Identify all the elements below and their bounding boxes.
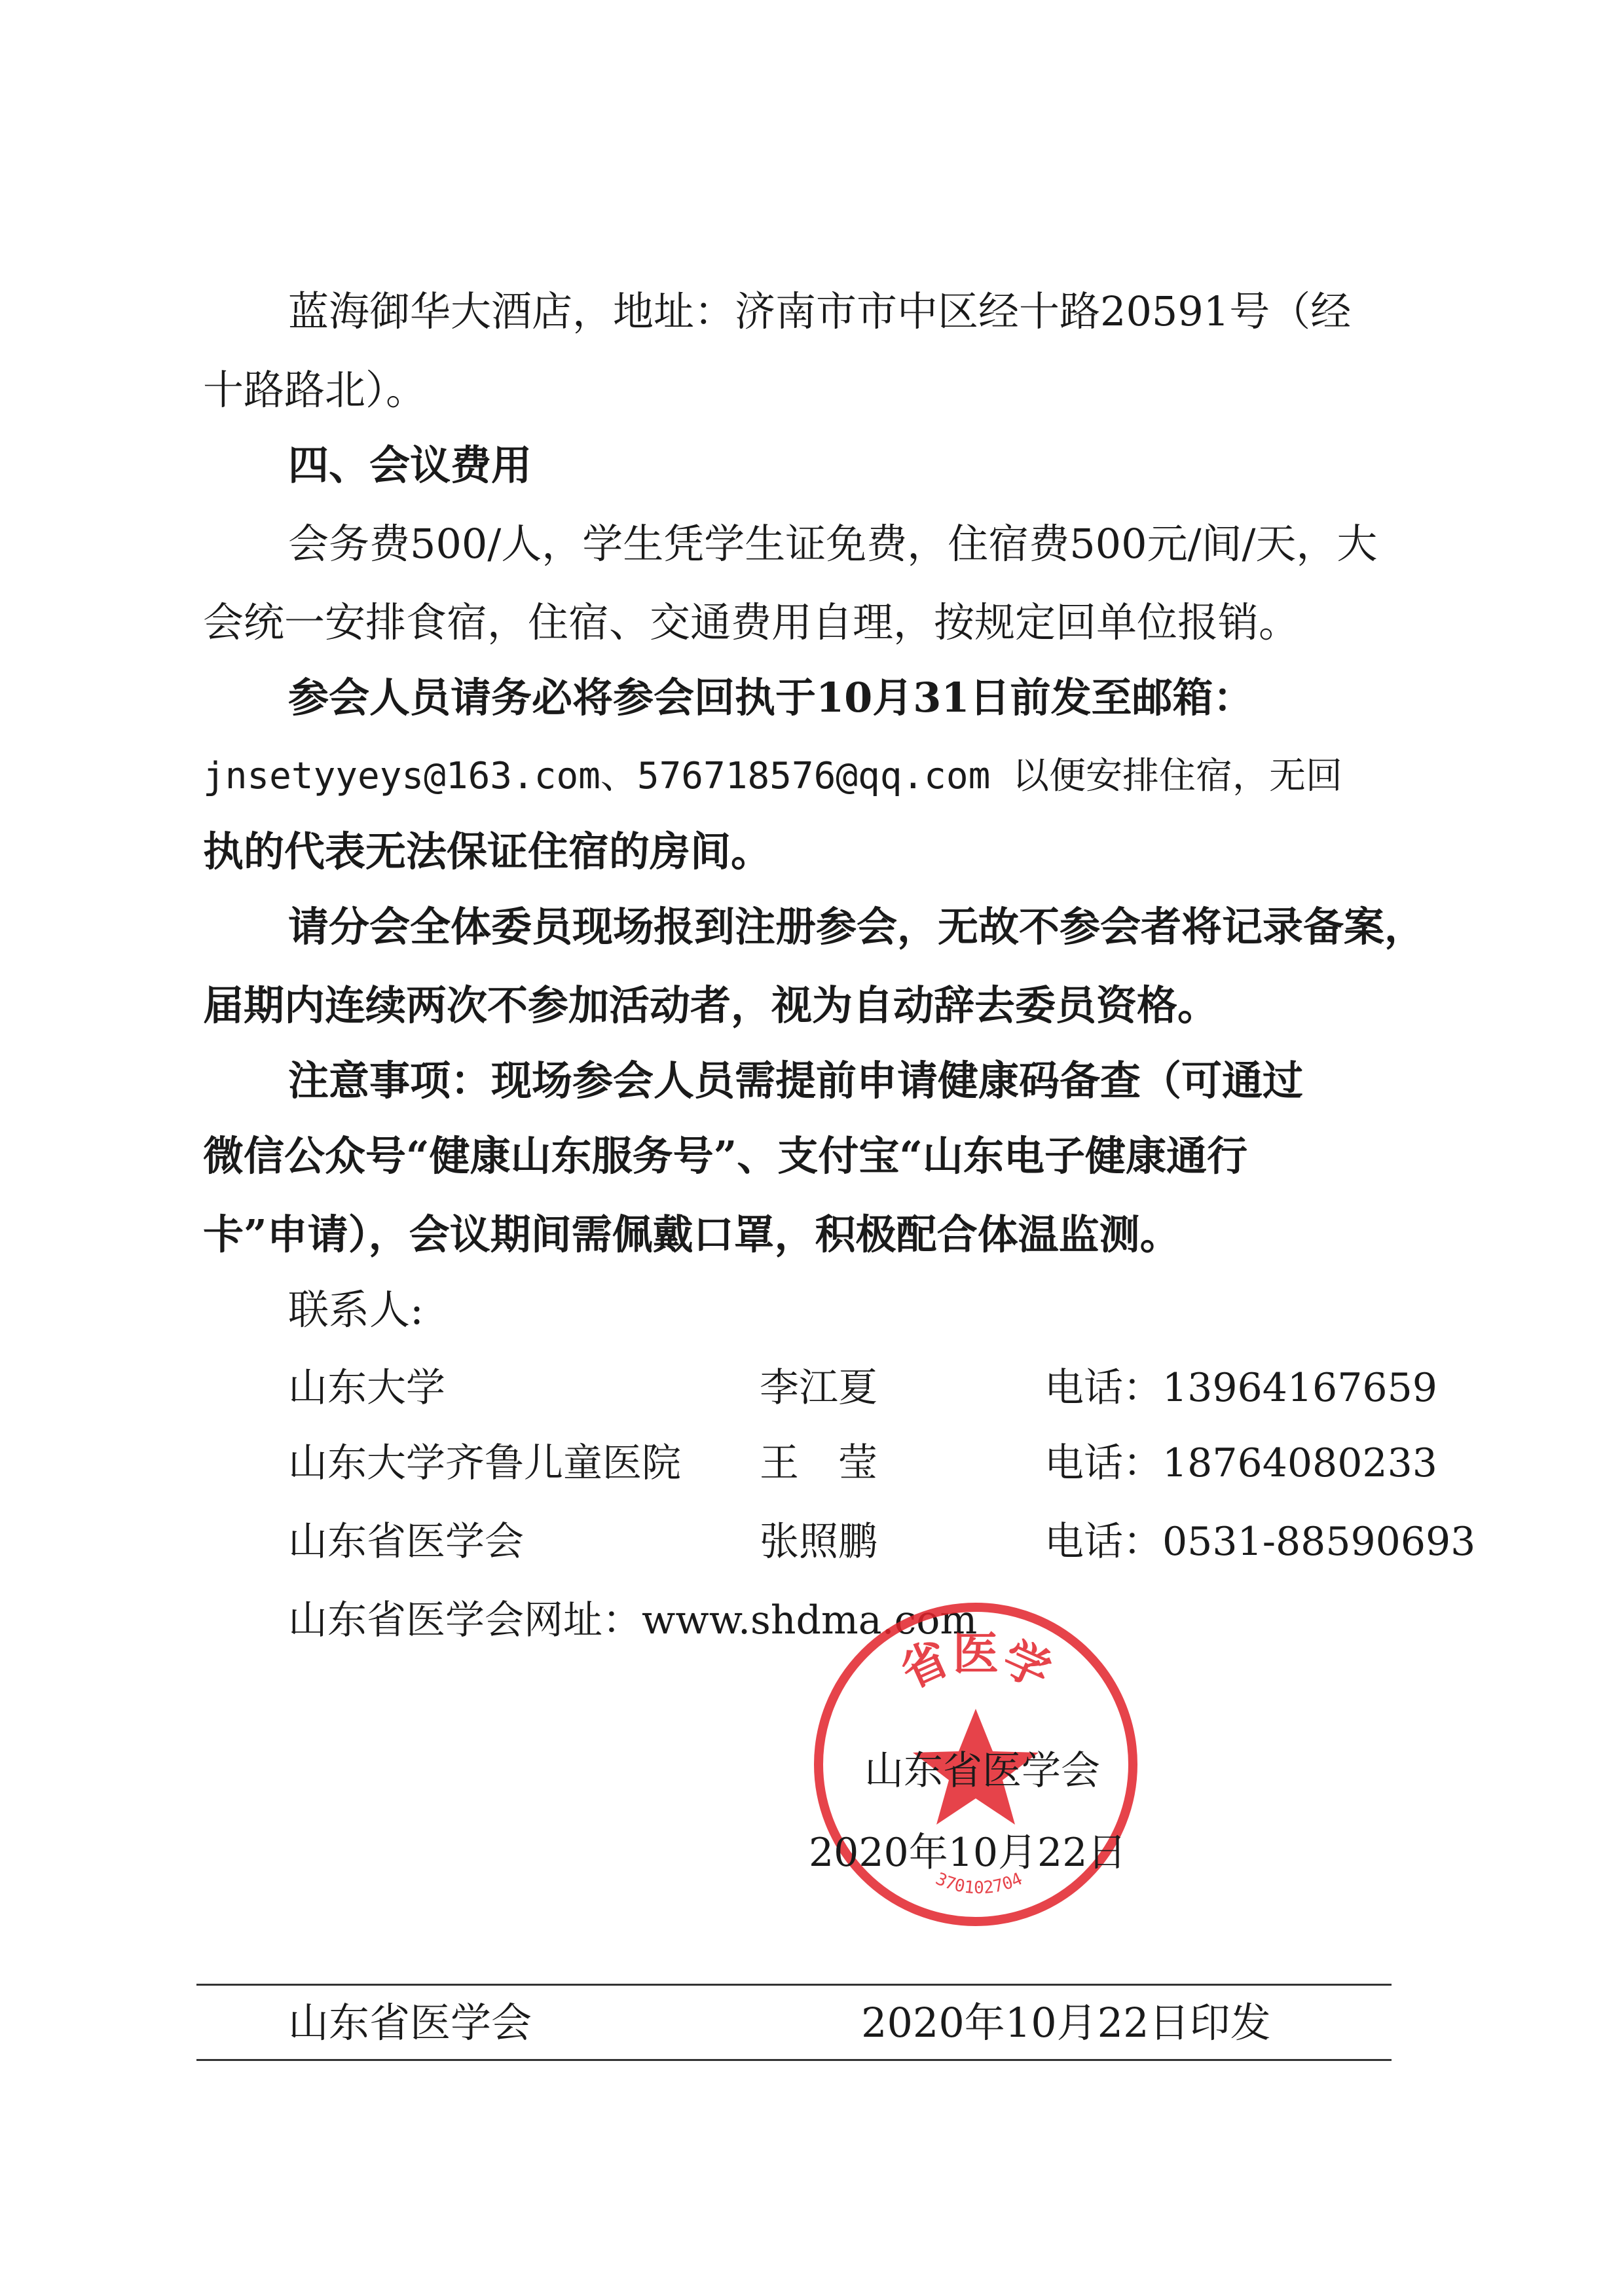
paragraph-reply-line-1: 参会人员请务必将参会回执于10月31日前发至邮箱： — [288, 674, 1254, 721]
paragraph-venue-line-2: 十路路北）。 — [203, 366, 427, 414]
paragraph-venue-line-1: 蓝海御华大酒店，地址：济南市市中区经十路20591号（经 — [288, 287, 1352, 335]
seal-top-text: 省医学 — [893, 1626, 1059, 1699]
contact-phone: 电话：0531-88590693 — [1044, 1519, 1476, 1565]
paragraph-attendance-line-1: 请分会全体委员现场报到注册参会，无故不参会者将记录备案， — [288, 903, 1426, 951]
signature-org: 山东省医学会 — [864, 1748, 1100, 1794]
signature-date: 2020年10月22日 — [809, 1830, 1127, 1876]
paragraph-fees-line-2: 会统一安排食宿，住宿、交通费用自理，按规定回单位报销。 — [203, 598, 1300, 646]
paragraph-attendance-line-2: 届期内连续两次不参加活动者，视为自动辞去委员资格。 — [203, 981, 1219, 1029]
paragraph-fees-line-1: 会务费500/人，学生凭学生证免费，住宿费500元/间/天，大 — [288, 520, 1378, 568]
section-heading-fees: 四、会议费用 — [288, 441, 532, 489]
contact-phone: 电话：18764080233 — [1044, 1440, 1437, 1486]
website-line: 山东省医学会网址：www.shdma.com — [288, 1597, 978, 1643]
paragraph-notice-line-1: 注意事项：现场参会人员需提前申请健康码备查（可通过 — [288, 1057, 1304, 1104]
paragraph-reply-line-3: 执的代表无法保证住宿的房间。 — [203, 828, 772, 875]
footer-issue-date: 2020年10月22日印发 — [861, 1999, 1271, 2047]
seal-number: 370102704 — [932, 1868, 1025, 1899]
paragraph-notice-line-3: 卡”申请），会议期间需佩戴口罩，积极配合体温监测。 — [203, 1211, 1181, 1258]
contacts-label: 联系人: — [288, 1286, 424, 1334]
contact-org: 山东省医学会 — [288, 1519, 524, 1565]
footer-bottom-rule — [196, 2059, 1392, 2061]
paragraph-notice-line-2: 微信公众号“健康山东服务号”、支付宝“山东电子健康通行 — [203, 1132, 1247, 1180]
contact-phone: 电话：13964167659 — [1044, 1365, 1437, 1411]
contact-org: 山东大学 — [288, 1365, 445, 1411]
paragraph-reply-line-2: jnsetyyeys@163.com、576718576@qq.com 以便安排住宿，无回 — [203, 755, 1343, 797]
footer-top-rule — [196, 1984, 1392, 1986]
contact-person: 李江夏 — [760, 1365, 877, 1411]
contact-org: 山东大学齐鲁儿童医院 — [288, 1440, 681, 1486]
footer-issuer: 山东省医学会 — [288, 1999, 532, 2047]
contact-person: 张照鹏 — [760, 1519, 877, 1565]
contact-person: 王 莹 — [760, 1440, 877, 1486]
